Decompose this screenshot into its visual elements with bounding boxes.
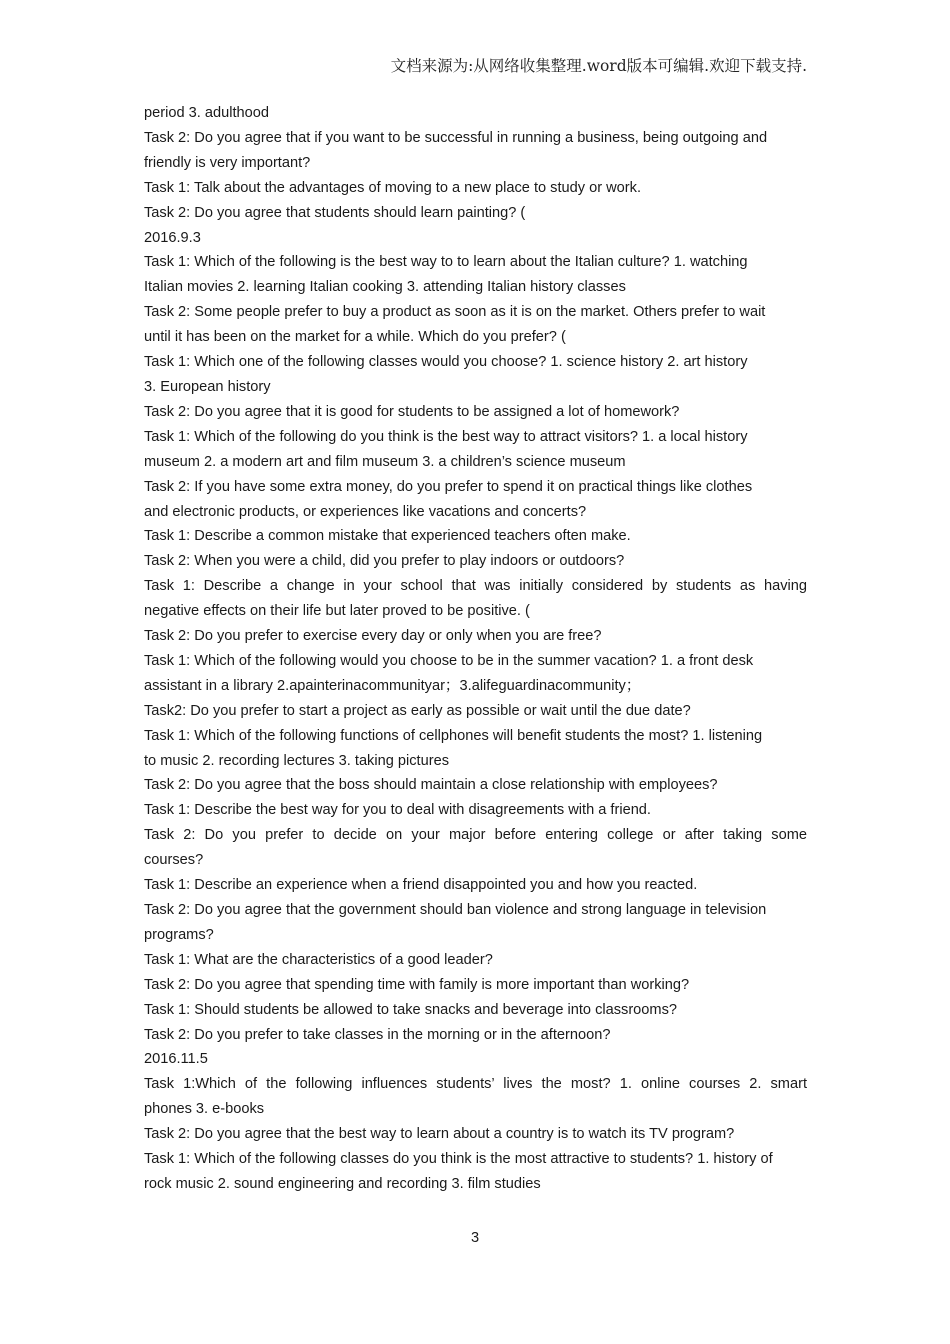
text-line: Task 1: Which of the following do you think is the best way to attract visitors? 1. a local history	[144, 428, 748, 445]
text-line: Task2: Do you prefer to start a project as early as possible or wait until the due date?	[144, 702, 691, 719]
text-line: until it has been on the market for a while. Which do you prefer? (	[144, 329, 566, 346]
text-line: programs?	[144, 926, 214, 943]
text-line: Task 2: Do you agree that students should learn painting? (	[144, 204, 526, 221]
text-line: Task 1: What are the characteristics of a good leader?	[144, 951, 493, 968]
text-line: Task 1: Describe a change in your school that was initially considered by students as having	[144, 578, 807, 595]
text-line: Task 2: Do you agree that spending time with family is more important than working?	[144, 976, 690, 993]
text-line: Task 1: Describe an experience when a friend disappointed you and how you reacted.	[144, 877, 698, 894]
text-line: 3. European history	[144, 378, 271, 395]
text-line: Task 2: When you were a child, did you prefer to play indoors or outdoors?	[144, 553, 625, 570]
text-line: Task 1:Which of the following influences students’ lives the most? 1. online courses 2. smart	[144, 1076, 807, 1093]
page-number: 3	[470, 1230, 480, 1246]
text-line: Task 1: Which of the following functions of cellphones will benefit students the most? 1. listening	[144, 727, 763, 744]
text-line: Task 2: Do you prefer to take classes in the morning or in the afternoon?	[144, 1026, 611, 1043]
text-line: 2016.11.5	[144, 1051, 208, 1068]
text-line: Task 2: Do you prefer to exercise every day or only when you are free?	[144, 628, 602, 645]
text-line: Task 2: Do you agree that it is good for students to be assigned a lot of homework?	[144, 403, 680, 420]
text-line: Task 2: Some people prefer to buy a product as soon as it is on the market. Others prefer to wait	[144, 304, 766, 321]
text-line: museum 2. a modern art and film museum 3. a children’s science museum	[144, 453, 626, 470]
text-line: Task 1: Talk about the advantages of moving to a new place to study or work.	[144, 179, 642, 196]
text-line: Task 2: Do you agree that the best way to learn about a country is to watch its TV program?	[144, 1126, 735, 1143]
text-line: negative effects on their life but later proved to be positive. (	[144, 603, 530, 620]
text-line: rock music 2. sound engineering and recording 3. film studies	[144, 1175, 541, 1192]
text-line: assistant in a library 2.apainterinacommunityar；3.alifeguardinacommunity；	[144, 677, 641, 694]
text-line: Task 2: If you have some extra money, do you prefer to spend it on practical things like clothes	[144, 478, 753, 495]
text-line: Italian movies 2. learning Italian cooking 3. attending Italian history classes	[144, 279, 626, 296]
text-line: Task 1: Describe a common mistake that experienced teachers often make.	[144, 528, 631, 545]
page-header-source-note: 文档来源为:从网络收集整理.word版本可编辑.欢迎下载支持.	[390, 57, 807, 75]
text-line: Task 2: Do you agree that the government should ban violence and strong language in television	[144, 902, 767, 918]
text-line: friendly is very important?	[144, 154, 311, 171]
text-line: courses?	[144, 852, 204, 869]
text-line: Task 1: Should students be allowed to take snacks and beverage into classrooms?	[144, 1001, 677, 1018]
text-line: Task 1: Which one of the following classes would you choose? 1. science history 2. art history	[144, 354, 748, 371]
text-line: Task 1: Which of the following would you choose to be in the summer vacation? 1. a front desk	[144, 652, 754, 669]
text-line: Task 2: Do you agree that if you want to be successful in running a business, being outgoing and	[144, 129, 768, 146]
text-line: Task 1: Describe the best way for you to deal with disagreements with a friend.	[144, 802, 651, 819]
text-line: phones 3. e-books	[144, 1101, 265, 1118]
text-line: Task 2: Do you prefer to decide on your major before entering college or after taking some	[144, 827, 807, 844]
text-line: and electronic products, or experiences like vacations and concerts?	[144, 503, 587, 520]
document-body	[144, 101, 807, 1197]
text-line: Task 1: Which of the following is the best way to to learn about the Italian culture? 1. watching	[144, 254, 748, 271]
text-line: to music 2. recording lectures 3. taking pictures	[144, 752, 449, 769]
text-line: Task 1: Which of the following classes do you think is the most attractive to students? 1. history of	[144, 1151, 773, 1168]
text-line: period 3. adulthood	[144, 105, 269, 121]
text-line: 2016.9.3	[144, 229, 201, 246]
text-line: Task 2: Do you agree that the boss should maintain a close relationship with employees?	[144, 777, 718, 794]
